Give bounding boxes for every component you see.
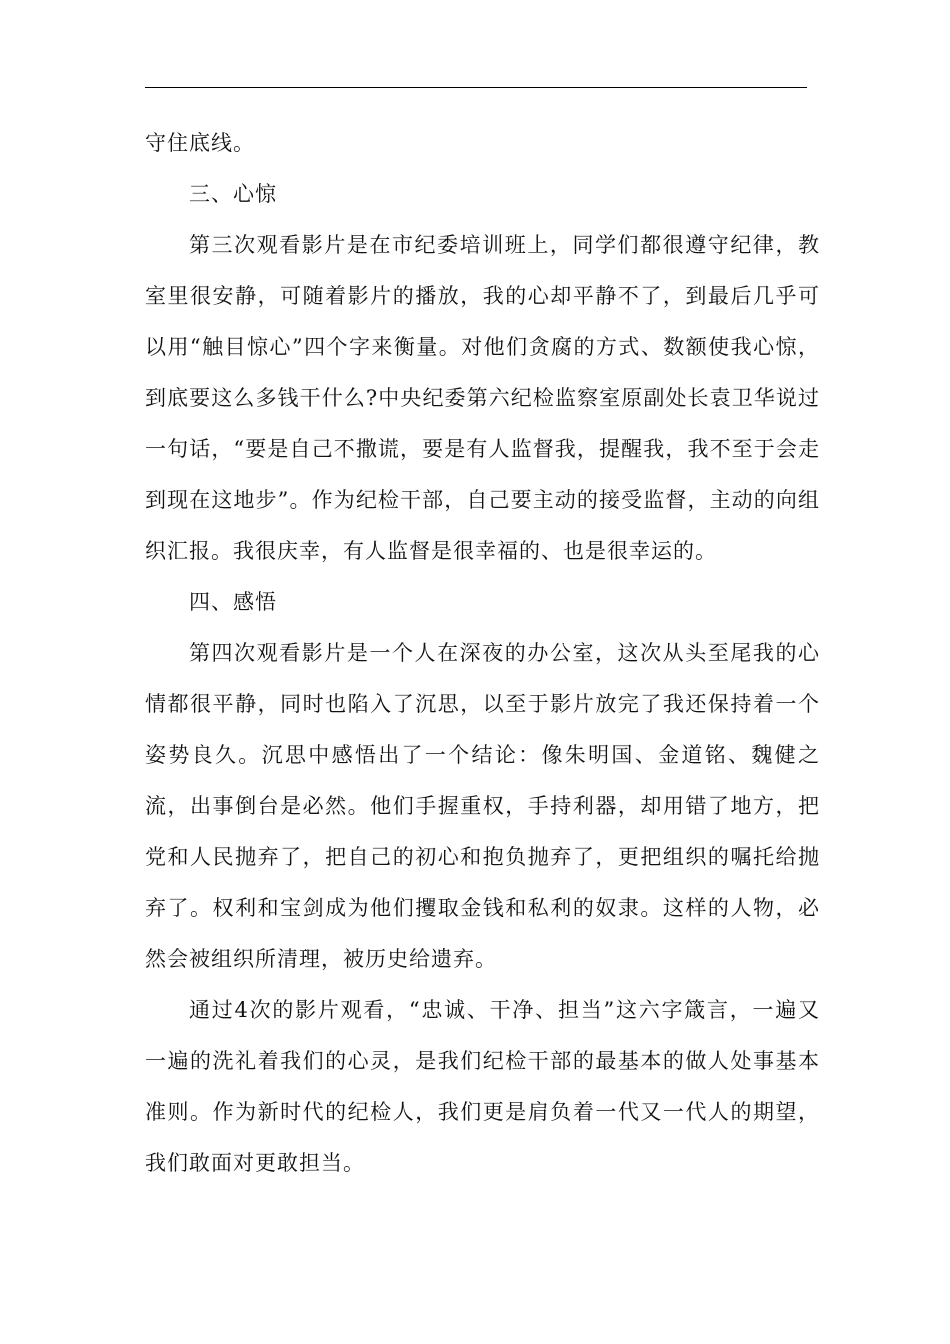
continuation-text: 守住底线。 [145, 131, 255, 155]
section-paragraph-3: 第三次观看影片是在市纪委培训班上，同学们都很遵守纪律，教室里很安静，可随着影片的播放，我的心却平静不了，到最后几乎可以用“触目惊心”四个字来衡量。对他们贪腐的方式、数额使我心惊，到底要这么多钱干什么?中央纪委第六纪检监察室原副处长袁卫华说过一句话，“要是自己不撒谎，要是有人监督我，提醒我，我不至于会走到现在这地步”。作为纪检干部，自己要主动的接受监督，主动的向组织汇报。我很庆幸，有人监督是很幸福的、也是很幸运的。 [145, 233, 820, 563]
section-paragraph-4: 第四次观看影片是一个人在深夜的办公室，这次从头至尾我的心情都很平静，同时也陷入了沉思，以至于影片放完了我还保持着一个姿势良久。沉思中感悟出了一个结论：像朱明国、金道铭、魏健之流，出事倒台是必然。他们手握重权，手持利器，却用错了地方，把党和人民抛弃了，把自己的初心和抱负抛弃了，更把组织的嘱托给抛弃了。权利和宝剑成为他们攫取金钱和私利的奴隶。这样的人物，必然会被组织所清理，被历史给遗弃。 [145, 641, 820, 971]
closing-paragraph: 通过4次的影片观看，“忠诚、干净、担当”这六字箴言，一遍又一遍的洗礼着我们的心灵，是我们纪检干部的最基本的做人处事基本准则。作为新时代的纪检人，我们更是肩负着一代又一代人的期望，我们敢面对更敢担当。 [145, 998, 820, 1175]
section-heading-3: 三、心惊 [189, 182, 277, 206]
header-rule [145, 87, 807, 88]
section-heading-4: 四、感悟 [189, 590, 277, 614]
document-body [145, 118, 820, 1189]
